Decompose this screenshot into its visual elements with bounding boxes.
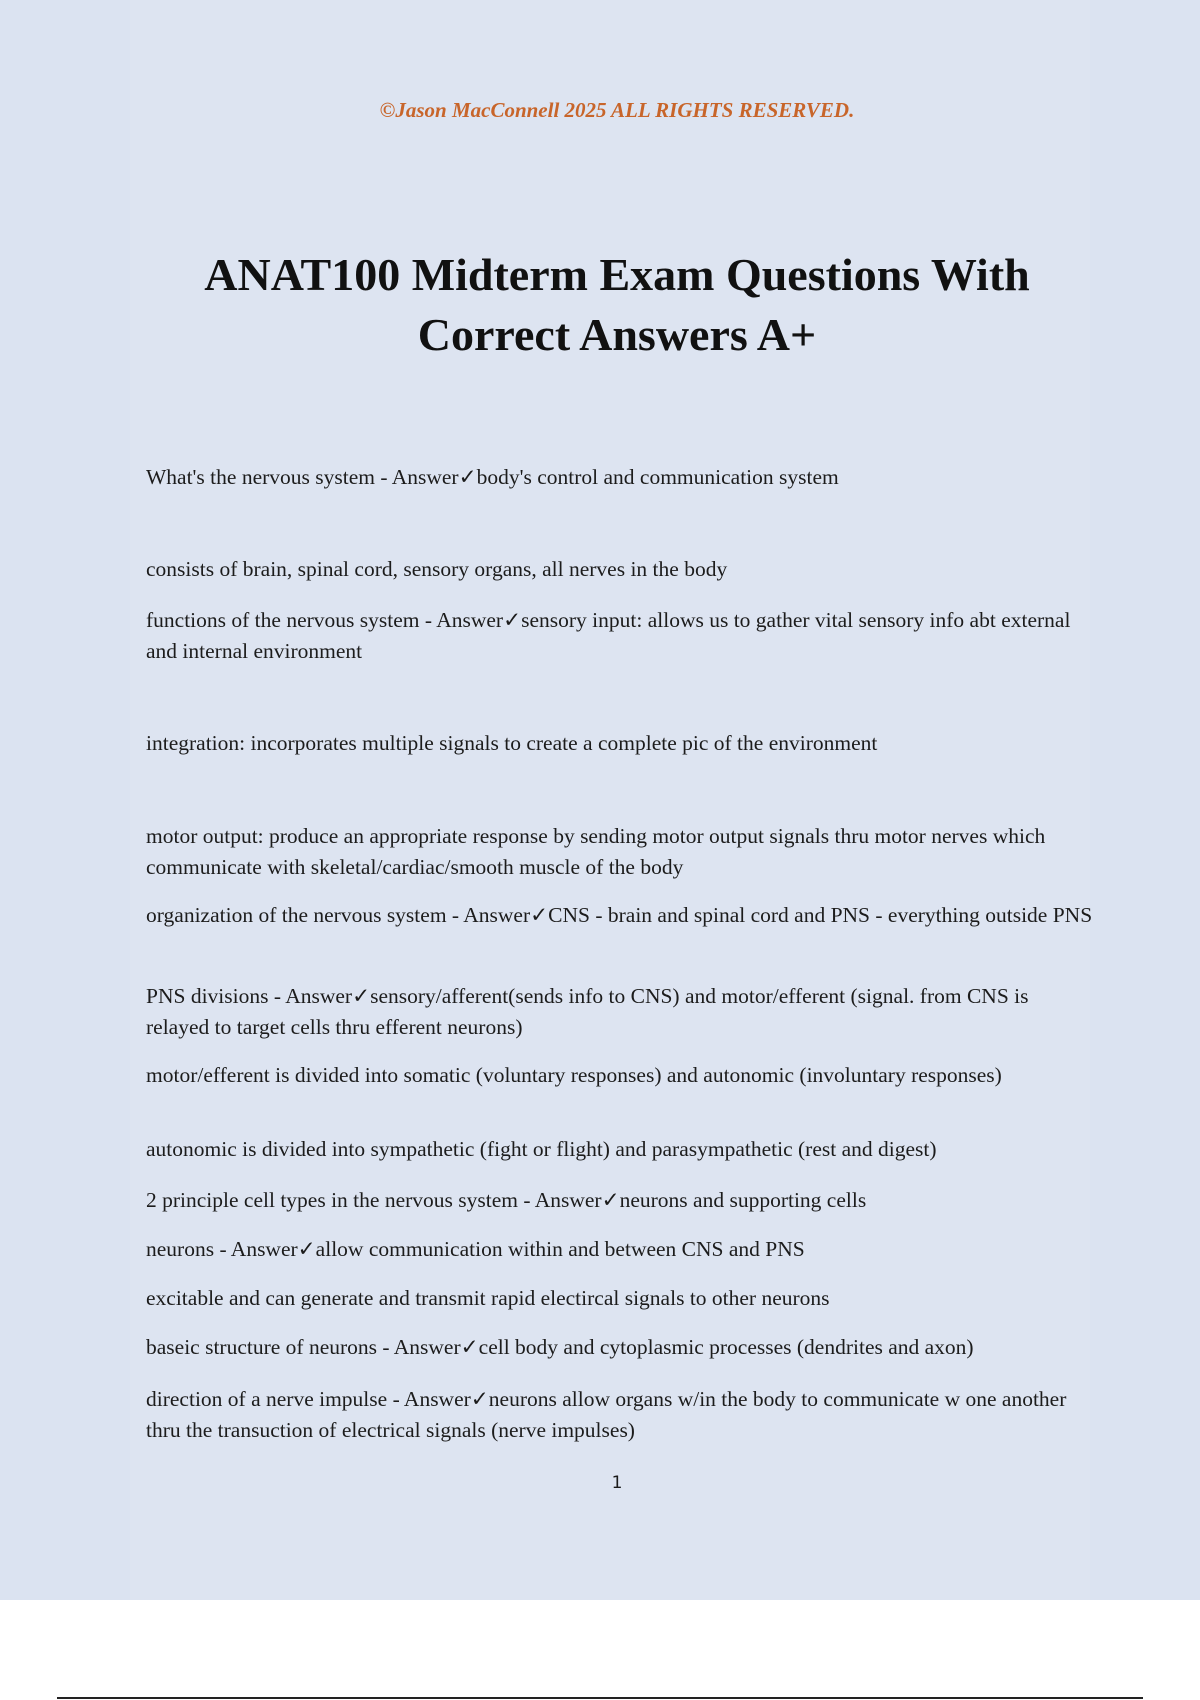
qa-line-12: excitable and can generate and transmit rapid electircal signals to other neurons — [146, 1286, 830, 1310]
qa-line-13: baseic structure of neurons - Answer✓cell body and cytoplasmic processes (dendrites and axon) — [146, 1335, 974, 1359]
qa-line-5: motor output: produce an appropriate response by sending motor output signals thru motor nerves which communicate with skeletal/cardiac/smooth muscle of the body — [146, 824, 1046, 879]
title-line-1: ANAT100 Midterm Exam Questions With — [204, 249, 1030, 300]
qa-line-14: direction of a nerve impulse - Answer✓neurons allow organs w/in the body to communicate w one another thru the transuction of electrical signals (nerve impulses) — [146, 1387, 1067, 1442]
copyright-notice: ©Jason MacConnell 2025 ALL RIGHTS RESERVED. — [379, 98, 855, 122]
qa-line-6: organization of the nervous system - Answer✓CNS - brain and spinal cord and PNS - everything outside PNS — [146, 903, 1093, 927]
qa-line-1: What's the nervous system - Answer✓body's control and communication system — [146, 465, 839, 489]
page-number: 1 — [611, 1473, 623, 1493]
page-title — [0, 245, 1200, 365]
title-line-2: Correct Answers A+ — [417, 309, 817, 360]
qa-line-10: 2 principle cell types in the nervous system - Answer✓neurons and supporting cells — [146, 1188, 867, 1212]
qa-line-4: integration: incorporates multiple signals to create a complete pic of the environment — [146, 731, 878, 755]
qa-line-2: consists of brain, spinal cord, sensory organs, all nerves in the body — [146, 557, 728, 581]
qa-line-7: PNS divisions - Answer✓sensory/afferent(sends info to CNS) and motor/efferent (signal. from CNS is relayed to target cells thru efferent neurons) — [146, 984, 1029, 1039]
qa-line-8: motor/efferent is divided into somatic (voluntary responses) and autonomic (involuntary responses) — [146, 1063, 1002, 1087]
qa-line-11: neurons - Answer✓allow communication within and between CNS and PNS — [146, 1237, 805, 1261]
footer-divider — [57, 1697, 1143, 1699]
qa-line-3: functions of the nervous system - Answer✓sensory input: allows us to gather vital sensory info abt external and internal environment — [146, 608, 1071, 663]
qa-line-9: autonomic is divided into sympathetic (fight or flight) and parasympathetic (rest and digest) — [146, 1137, 937, 1161]
